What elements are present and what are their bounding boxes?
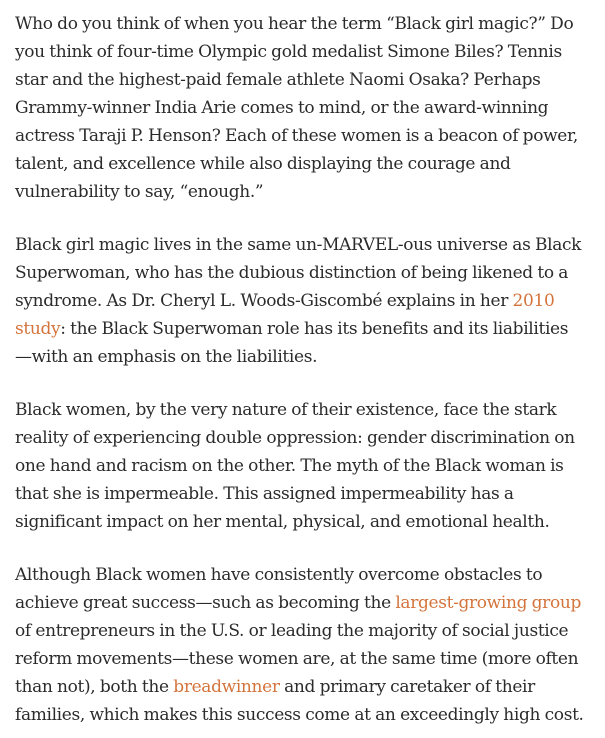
- text-line: star and the highest-paid female athlete Naomi Osaka? Perhaps: [15, 70, 541, 90]
- text-line: families, which makes this success come at an exceedingly high cost.: [15, 705, 584, 725]
- text-line: reform movements—these women are, at the same time (more often: [15, 649, 579, 669]
- text-line: Superwoman, who has the dubious distinction of being likened to a: [15, 263, 569, 283]
- text-segment: achieve great success—such as becoming the: [15, 593, 396, 613]
- text-line: —with an emphasis on the liabilities.: [15, 347, 318, 367]
- text-line: that she is impermeable. This assigned impermeability has a: [15, 484, 514, 504]
- text-line: [15, 315, 605, 343]
- text-line: [15, 589, 605, 617]
- text-line: Although Black women have consistently overcome obstacles to: [15, 565, 543, 585]
- text-segment: and primary caretaker of their: [279, 677, 535, 697]
- text-line: one hand and racism on the other. The myth of the Black woman is: [15, 456, 564, 476]
- text-line: Who do you think of when you hear the term “Black girl magic?” Do: [15, 14, 574, 34]
- text-line: vulnerability to say, “enough.”: [15, 182, 264, 202]
- paragraph-double-oppression: [15, 396, 605, 536]
- text-line: [15, 287, 605, 315]
- paragraph-black-superwoman: [15, 231, 605, 371]
- text-line: Grammy-winner India Arie comes to mind, or the award-winning: [15, 98, 549, 118]
- text-segment: than not), both the: [15, 677, 174, 697]
- link-breadwinner[interactable]: breadwinner: [173, 677, 280, 697]
- text-line: actress Taraji P. Henson? Each of these women is a beacon of power,: [15, 126, 578, 146]
- text-line: [15, 673, 605, 701]
- text-line: Black girl magic lives in the same un-MARVEL-ous universe as Black: [15, 235, 582, 255]
- text-line: talent, and excellence while also displaying the courage and: [15, 154, 511, 174]
- text-line: significant impact on her mental, physical, and emotional health.: [15, 512, 550, 532]
- text-segment: : the Black Superwoman role has its benefits and its liabilities: [60, 319, 569, 339]
- link-2010-study-continued[interactable]: study: [15, 319, 61, 339]
- link-largest-growing-group[interactable]: largest-growing group: [395, 593, 581, 613]
- text-line: you think of four-time Olympic gold medalist Simone Biles? Tennis: [15, 42, 562, 62]
- link-2010-study[interactable]: 2010: [512, 291, 555, 311]
- text-segment: syndrome. As Dr. Cheryl L. Woods-Giscombé explains in her: [15, 291, 513, 311]
- text-line: Black women, by the very nature of their existence, face the stark: [15, 400, 557, 420]
- paragraph-black-girl-magic-intro: [15, 10, 605, 206]
- text-line: reality of experiencing double oppression: gender discrimination on: [15, 428, 575, 448]
- text-line: of entrepreneurs in the U.S. or leading the majority of social justice: [15, 621, 569, 641]
- paragraph-success-cost: [15, 561, 605, 729]
